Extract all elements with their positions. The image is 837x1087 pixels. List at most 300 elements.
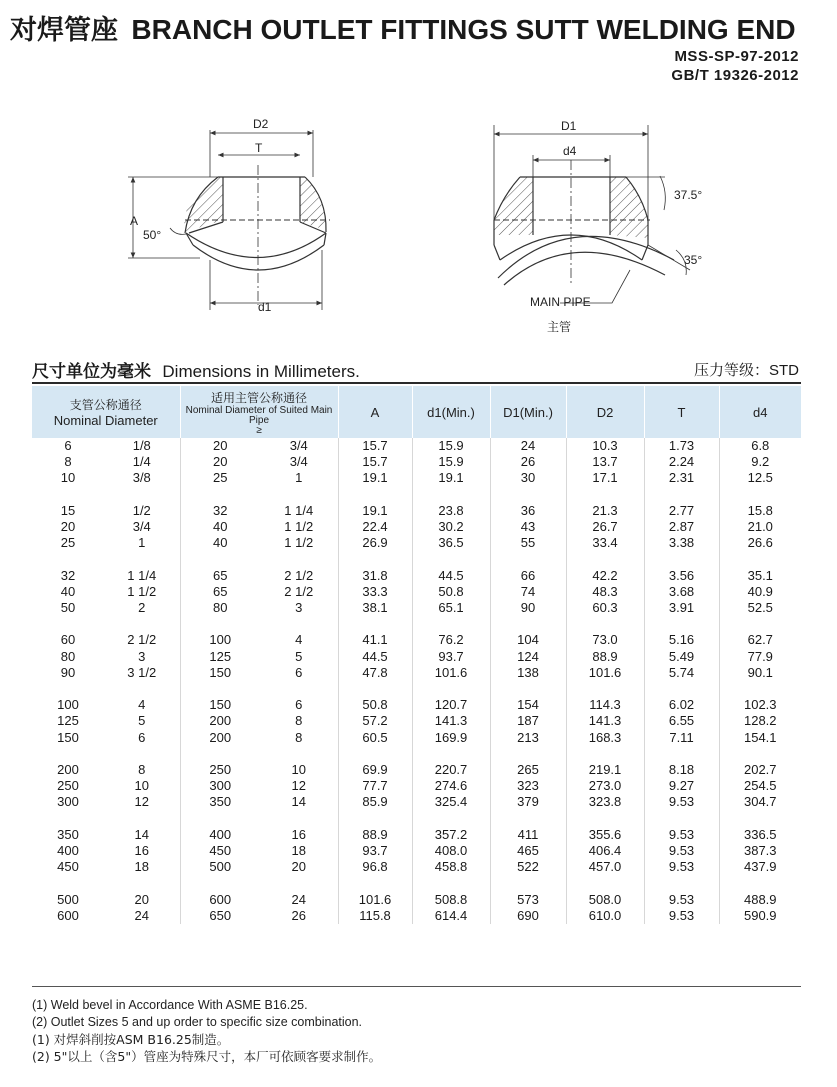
standard-mss: MSS-SP-97-2012 bbox=[674, 48, 799, 65]
spacer-cell bbox=[644, 746, 719, 762]
spacer-cell bbox=[180, 487, 260, 503]
spacer-cell bbox=[644, 811, 719, 827]
header-suited-cn: 适用主管公称通径 bbox=[211, 390, 308, 405]
notes bbox=[32, 997, 381, 1065]
spacer-cell bbox=[104, 681, 180, 697]
table-row bbox=[32, 470, 801, 486]
table-row bbox=[32, 908, 801, 924]
table-row bbox=[32, 600, 801, 616]
fitting-diagrams bbox=[0, 110, 837, 345]
table-cell: 24 bbox=[134, 907, 149, 923]
section-title-en: Dimensions in Millimeters. bbox=[162, 362, 360, 381]
table-cell: 406.4 bbox=[566, 843, 644, 859]
table-cell: 57.2 bbox=[338, 713, 412, 729]
table-cell: 73.0 bbox=[566, 632, 644, 648]
spacer-cell bbox=[412, 487, 490, 503]
note-1-en: (1) Weld bevel in Accordance With ASME B16.25. bbox=[32, 998, 308, 1012]
table-cell: 2 bbox=[138, 600, 146, 615]
spacer-cell bbox=[719, 875, 801, 891]
table-cell: 23.8 bbox=[412, 503, 490, 519]
table-cell: 101.6 bbox=[338, 892, 412, 908]
table-cell: 10 bbox=[134, 778, 149, 794]
table-cell: 508.8 bbox=[412, 892, 490, 908]
table-cell: 614.4 bbox=[412, 908, 490, 924]
table-cell: 14 bbox=[291, 794, 306, 810]
spacer-cell bbox=[566, 746, 644, 762]
table-cell: 101.6 bbox=[412, 665, 490, 681]
table-cell: 3/8 bbox=[132, 470, 151, 486]
table-cell: 1.73 bbox=[644, 438, 719, 454]
label-50deg: 50° bbox=[143, 228, 162, 242]
table-cell: 77.7 bbox=[338, 778, 412, 794]
table-header-row bbox=[32, 386, 801, 438]
table-cell: 3.68 bbox=[644, 584, 719, 600]
table-cell: 15.8 bbox=[719, 503, 801, 519]
spacer-cell bbox=[180, 746, 260, 762]
table-cell: 25 bbox=[180, 470, 260, 486]
table-cell: 47.8 bbox=[338, 665, 412, 681]
table-cell: 200 bbox=[180, 730, 260, 746]
table-cell: 408.0 bbox=[412, 843, 490, 859]
spacer-cell bbox=[644, 551, 719, 567]
table-cell: 74 bbox=[490, 584, 566, 600]
table-cell: 1 1/2 bbox=[127, 583, 157, 599]
header-nominal bbox=[32, 386, 180, 438]
table-cell: 3.38 bbox=[644, 535, 719, 551]
table-cell: 465 bbox=[490, 843, 566, 859]
table-cell: 9.53 bbox=[644, 794, 719, 810]
table-cell: 600 bbox=[57, 907, 79, 923]
table-cell: 400 bbox=[57, 842, 79, 858]
table-cell: 26.7 bbox=[566, 519, 644, 535]
table-cell: 44.5 bbox=[412, 568, 490, 584]
spacer-cell bbox=[338, 746, 412, 762]
table-cell: 138 bbox=[490, 665, 566, 681]
spacer-cell bbox=[104, 551, 180, 567]
table-cell: 355.6 bbox=[566, 827, 644, 843]
table-cell: 323 bbox=[490, 778, 566, 794]
table-row bbox=[32, 519, 801, 535]
spacer-cell bbox=[566, 487, 644, 503]
standard-gbt: GB/T 19326-2012 bbox=[671, 67, 799, 84]
table-cell: 15.9 bbox=[412, 438, 490, 454]
note-2-en: (2) Outlet Sizes 5 and up order to specific size combination. bbox=[32, 1015, 363, 1029]
label-d1: d1 bbox=[258, 300, 272, 314]
spacer-cell bbox=[104, 811, 180, 827]
page-title bbox=[10, 8, 796, 47]
table-row bbox=[32, 503, 801, 519]
table-cell: 2.24 bbox=[644, 454, 719, 470]
table-cell: 62.7 bbox=[719, 632, 801, 648]
table-body bbox=[32, 438, 801, 924]
table-cell: 19.1 bbox=[412, 470, 490, 486]
table-cell: 36.5 bbox=[412, 535, 490, 551]
table-cell: 10 bbox=[291, 761, 306, 777]
spacer-cell bbox=[412, 875, 490, 891]
table-cell: 650 bbox=[180, 908, 260, 924]
table-cell: 411 bbox=[490, 827, 566, 843]
table-cell: 7.11 bbox=[644, 730, 719, 746]
label-d2: D2 bbox=[253, 117, 269, 131]
spacer-cell bbox=[260, 746, 338, 762]
table-row bbox=[32, 827, 801, 843]
table-cell: 219.1 bbox=[566, 762, 644, 778]
table-cell: 141.3 bbox=[566, 713, 644, 729]
table-cell: 6.02 bbox=[644, 697, 719, 713]
group-spacer bbox=[32, 487, 801, 503]
label-t: T bbox=[255, 141, 263, 155]
note-2-cn: (2) 5"以上（含5"）管座为特殊尺寸，本厂可依顾客要求制作。 bbox=[32, 1049, 382, 1064]
spacer-cell bbox=[180, 616, 260, 632]
table-cell: 55 bbox=[490, 535, 566, 551]
spacer-cell bbox=[260, 811, 338, 827]
table-cell: 124 bbox=[490, 649, 566, 665]
spacer-cell bbox=[490, 875, 566, 891]
header-suited-sym: ≥ bbox=[256, 424, 262, 436]
table-cell: 400 bbox=[180, 827, 260, 843]
table-cell: 610.0 bbox=[566, 908, 644, 924]
spacer-cell bbox=[180, 875, 260, 891]
table-row bbox=[32, 665, 801, 681]
spacer-cell bbox=[180, 681, 260, 697]
table-cell: 14 bbox=[134, 826, 149, 842]
table-cell: 35.1 bbox=[719, 568, 801, 584]
table-cell: 2 1/2 bbox=[127, 632, 157, 648]
table-cell: 5.74 bbox=[644, 665, 719, 681]
spacer-cell bbox=[32, 616, 104, 632]
table-cell: 458.8 bbox=[412, 859, 490, 875]
table-cell: 43 bbox=[490, 519, 566, 535]
table-cell: 1 bbox=[138, 535, 146, 551]
table-cell: 17.1 bbox=[566, 470, 644, 486]
table-cell: 24 bbox=[291, 891, 306, 907]
pressure-label: 压力等级： bbox=[693, 361, 769, 379]
header-d2: D2 bbox=[566, 386, 644, 438]
spacer-cell bbox=[412, 746, 490, 762]
table-cell: 33.4 bbox=[566, 535, 644, 551]
header-d4: d4 bbox=[719, 386, 801, 438]
spacer-cell bbox=[719, 746, 801, 762]
table-cell: 5 bbox=[295, 648, 303, 664]
table-cell: 6 bbox=[295, 664, 303, 680]
spacer-cell bbox=[338, 551, 412, 567]
table-cell: 9.53 bbox=[644, 908, 719, 924]
table-cell: 20 bbox=[291, 859, 306, 875]
left-fitting-drawing bbox=[128, 130, 330, 310]
table-cell: 104 bbox=[490, 632, 566, 648]
table-cell: 20 bbox=[60, 519, 76, 534]
table-cell: 100 bbox=[57, 697, 79, 713]
table-cell: 488.9 bbox=[719, 892, 801, 908]
table-cell: 26 bbox=[291, 907, 306, 923]
group-spacer bbox=[32, 875, 801, 891]
table-row bbox=[32, 568, 801, 584]
table-cell: 200 bbox=[57, 761, 79, 777]
table-cell: 2 1/2 bbox=[284, 583, 314, 599]
spacer-cell bbox=[338, 681, 412, 697]
table-row bbox=[32, 535, 801, 551]
table-cell: 15 bbox=[60, 502, 76, 518]
table-cell: 500 bbox=[180, 859, 260, 875]
table-cell: 154.1 bbox=[719, 730, 801, 746]
table-cell: 19.1 bbox=[338, 470, 412, 486]
spacer-cell bbox=[32, 811, 104, 827]
table-cell: 690 bbox=[490, 908, 566, 924]
table-cell: 1/2 bbox=[132, 502, 151, 518]
table-cell: 300 bbox=[180, 778, 260, 794]
page-title-cn: 对焊管座 bbox=[10, 15, 118, 46]
table-cell: 379 bbox=[490, 794, 566, 810]
table-cell: 1 bbox=[295, 470, 303, 486]
table-cell: 2.77 bbox=[644, 503, 719, 519]
table-cell: 13.7 bbox=[566, 454, 644, 470]
spacer-cell bbox=[566, 811, 644, 827]
spacer-cell bbox=[566, 681, 644, 697]
spacer-cell bbox=[566, 551, 644, 567]
spacer-cell bbox=[490, 616, 566, 632]
spacer-cell bbox=[260, 616, 338, 632]
table-cell: 21.0 bbox=[719, 519, 801, 535]
table-cell: 93.7 bbox=[412, 649, 490, 665]
table-cell: 325.4 bbox=[412, 794, 490, 810]
table-row bbox=[32, 730, 801, 746]
table-cell: 2.87 bbox=[644, 519, 719, 535]
group-spacer bbox=[32, 681, 801, 697]
spacer-cell bbox=[338, 487, 412, 503]
table-cell: 96.8 bbox=[338, 859, 412, 875]
table-cell: 169.9 bbox=[412, 730, 490, 746]
table-cell: 12.5 bbox=[719, 470, 801, 486]
spacer-cell bbox=[412, 811, 490, 827]
table-cell: 65 bbox=[180, 584, 260, 600]
spacer-cell bbox=[104, 875, 180, 891]
spacer-cell bbox=[490, 746, 566, 762]
table-cell: 6 bbox=[295, 697, 303, 713]
table-cell: 33.3 bbox=[338, 584, 412, 600]
spacer-cell bbox=[338, 811, 412, 827]
spacer-cell bbox=[490, 681, 566, 697]
table-cell: 22.4 bbox=[338, 519, 412, 535]
table-cell: 128.2 bbox=[719, 713, 801, 729]
table-cell: 40 bbox=[60, 583, 76, 599]
spacer-cell bbox=[180, 551, 260, 567]
table-cell: 90.1 bbox=[719, 665, 801, 681]
table-row bbox=[32, 632, 801, 648]
table-cell: 44.5 bbox=[338, 649, 412, 665]
table-cell: 12 bbox=[134, 794, 149, 810]
spacer-cell bbox=[338, 616, 412, 632]
table-cell: 85.9 bbox=[338, 794, 412, 810]
table-cell: 590.9 bbox=[719, 908, 801, 924]
table-row bbox=[32, 713, 801, 729]
group-spacer bbox=[32, 551, 801, 567]
table-cell: 2 1/2 bbox=[284, 567, 314, 583]
label-d4: d4 bbox=[563, 144, 577, 158]
table-cell: 1 1/2 bbox=[284, 535, 314, 551]
table-cell: 20 bbox=[180, 438, 260, 454]
page-title-en: BRANCH OUTLET FITTINGS SUTT WELDING END bbox=[131, 14, 796, 45]
table-cell: 50.8 bbox=[338, 697, 412, 713]
table-cell: 20 bbox=[134, 891, 149, 907]
table-cell: 76.2 bbox=[412, 632, 490, 648]
spacer-cell bbox=[719, 681, 801, 697]
spacer-cell bbox=[719, 811, 801, 827]
table-cell: 69.9 bbox=[338, 762, 412, 778]
label-main-pipe: MAIN PIPE bbox=[530, 295, 591, 309]
table-cell: 336.5 bbox=[719, 827, 801, 843]
table-row bbox=[32, 697, 801, 713]
table-cell: 60 bbox=[60, 632, 76, 648]
header-t: T bbox=[644, 386, 719, 438]
table-cell: 437.9 bbox=[719, 859, 801, 875]
spacer-cell bbox=[338, 875, 412, 891]
table-cell: 66 bbox=[490, 568, 566, 584]
table-cell: 6 bbox=[64, 438, 72, 453]
table-cell: 3/4 bbox=[289, 454, 308, 470]
table-cell: 300 bbox=[57, 794, 79, 810]
spacer-cell bbox=[490, 551, 566, 567]
table-cell: 65 bbox=[180, 568, 260, 584]
table-cell: 573 bbox=[490, 892, 566, 908]
table-cell: 3.56 bbox=[644, 568, 719, 584]
spacer-cell bbox=[104, 487, 180, 503]
table-cell: 100 bbox=[180, 632, 260, 648]
spacer-cell bbox=[566, 875, 644, 891]
table-cell: 9.53 bbox=[644, 843, 719, 859]
header-d1min: d1(Min.) bbox=[412, 386, 490, 438]
table-cell: 8.18 bbox=[644, 762, 719, 778]
spacer-cell bbox=[104, 746, 180, 762]
table-cell: 8 bbox=[295, 713, 303, 729]
table-cell: 274.6 bbox=[412, 778, 490, 794]
table-cell: 168.3 bbox=[566, 730, 644, 746]
group-spacer bbox=[32, 746, 801, 762]
table-cell: 8 bbox=[138, 761, 146, 777]
table-cell: 38.1 bbox=[338, 600, 412, 616]
table-cell: 20 bbox=[180, 454, 260, 470]
spacer-cell bbox=[644, 681, 719, 697]
table-cell: 114.3 bbox=[566, 697, 644, 713]
header-suited-en: Nominal Diameter of Suited Main Pipe bbox=[185, 404, 333, 426]
section-title bbox=[32, 357, 360, 382]
table-cell: 141.3 bbox=[412, 713, 490, 729]
table-cell: 3 bbox=[295, 600, 303, 615]
table-cell: 9.27 bbox=[644, 778, 719, 794]
table-cell: 15.9 bbox=[412, 454, 490, 470]
table-row bbox=[32, 778, 801, 794]
table-cell: 202.7 bbox=[719, 762, 801, 778]
table-cell: 6.8 bbox=[719, 438, 801, 454]
table-cell: 200 bbox=[180, 713, 260, 729]
table-row bbox=[32, 762, 801, 778]
header-suited bbox=[180, 386, 338, 438]
spacer-cell bbox=[104, 616, 180, 632]
table-cell: 3/4 bbox=[132, 519, 151, 534]
table-cell: 40 bbox=[180, 535, 260, 551]
table-cell: 350 bbox=[180, 794, 260, 810]
group-spacer bbox=[32, 616, 801, 632]
spacer-cell bbox=[566, 616, 644, 632]
table-cell: 522 bbox=[490, 859, 566, 875]
table-cell: 4 bbox=[295, 632, 303, 648]
table-cell: 26.6 bbox=[719, 535, 801, 551]
table-cell: 26 bbox=[490, 454, 566, 470]
table-cell: 32 bbox=[60, 567, 76, 583]
spacer-cell bbox=[32, 681, 104, 697]
table-cell: 42.2 bbox=[566, 568, 644, 584]
table-cell: 88.9 bbox=[338, 827, 412, 843]
table-cell: 36 bbox=[490, 503, 566, 519]
table-cell: 5.49 bbox=[644, 649, 719, 665]
table-row bbox=[32, 859, 801, 875]
table-cell: 125 bbox=[57, 713, 79, 729]
table-cell: 30.2 bbox=[412, 519, 490, 535]
table-cell: 19.1 bbox=[338, 503, 412, 519]
table-cell: 150 bbox=[57, 729, 79, 745]
table-cell: 457.0 bbox=[566, 859, 644, 875]
table-cell: 1 1/4 bbox=[127, 567, 157, 583]
table-cell: 60.3 bbox=[566, 600, 644, 616]
header-nominal-en: Nominal Diameter bbox=[53, 413, 158, 428]
spacer-cell bbox=[490, 811, 566, 827]
spacer-cell bbox=[412, 681, 490, 697]
table-cell: 250 bbox=[57, 778, 79, 794]
table-cell: 150 bbox=[180, 665, 260, 681]
spacer-cell bbox=[260, 681, 338, 697]
label-D1: D1 bbox=[561, 119, 577, 133]
table-cell: 254.5 bbox=[719, 778, 801, 794]
table-cell: 18 bbox=[291, 842, 306, 858]
table-cell: 6 bbox=[138, 729, 146, 745]
table-cell: 2.31 bbox=[644, 470, 719, 486]
spacer-cell bbox=[719, 551, 801, 567]
table-cell: 77.9 bbox=[719, 649, 801, 665]
table-cell: 220.7 bbox=[412, 762, 490, 778]
label-a: A bbox=[130, 214, 139, 228]
right-fitting-drawing bbox=[494, 125, 690, 303]
table-cell: 16 bbox=[134, 842, 149, 858]
spacer-cell bbox=[32, 875, 104, 891]
table-cell: 41.1 bbox=[338, 632, 412, 648]
table-cell: 265 bbox=[490, 762, 566, 778]
table-cell: 6.55 bbox=[644, 713, 719, 729]
table-cell: 3 bbox=[138, 648, 146, 664]
table-cell: 31.8 bbox=[338, 568, 412, 584]
dimensions-table bbox=[32, 386, 801, 924]
table-cell: 3.91 bbox=[644, 600, 719, 616]
table-cell: 508.0 bbox=[566, 892, 644, 908]
table-cell: 115.8 bbox=[338, 908, 412, 924]
label-main-pipe-cn: 主管 bbox=[547, 320, 572, 334]
note-1-cn: (1) 对焊斜削按ASM B16.25制造。 bbox=[32, 1032, 230, 1047]
table-cell: 273.0 bbox=[566, 778, 644, 794]
spacer-cell bbox=[32, 746, 104, 762]
table-row bbox=[32, 454, 801, 470]
table-cell: 15.7 bbox=[338, 454, 412, 470]
table-cell: 187 bbox=[490, 713, 566, 729]
table-row bbox=[32, 843, 801, 859]
table-cell: 93.7 bbox=[338, 843, 412, 859]
table-row bbox=[32, 892, 801, 908]
pressure-rating bbox=[694, 359, 799, 380]
table-cell: 450 bbox=[57, 859, 79, 875]
table-cell: 16 bbox=[291, 826, 306, 842]
table-cell: 450 bbox=[180, 843, 260, 859]
table-cell: 9.2 bbox=[719, 454, 801, 470]
table-row bbox=[32, 794, 801, 810]
table-cell: 125 bbox=[180, 649, 260, 665]
table-cell: 10.3 bbox=[566, 438, 644, 454]
